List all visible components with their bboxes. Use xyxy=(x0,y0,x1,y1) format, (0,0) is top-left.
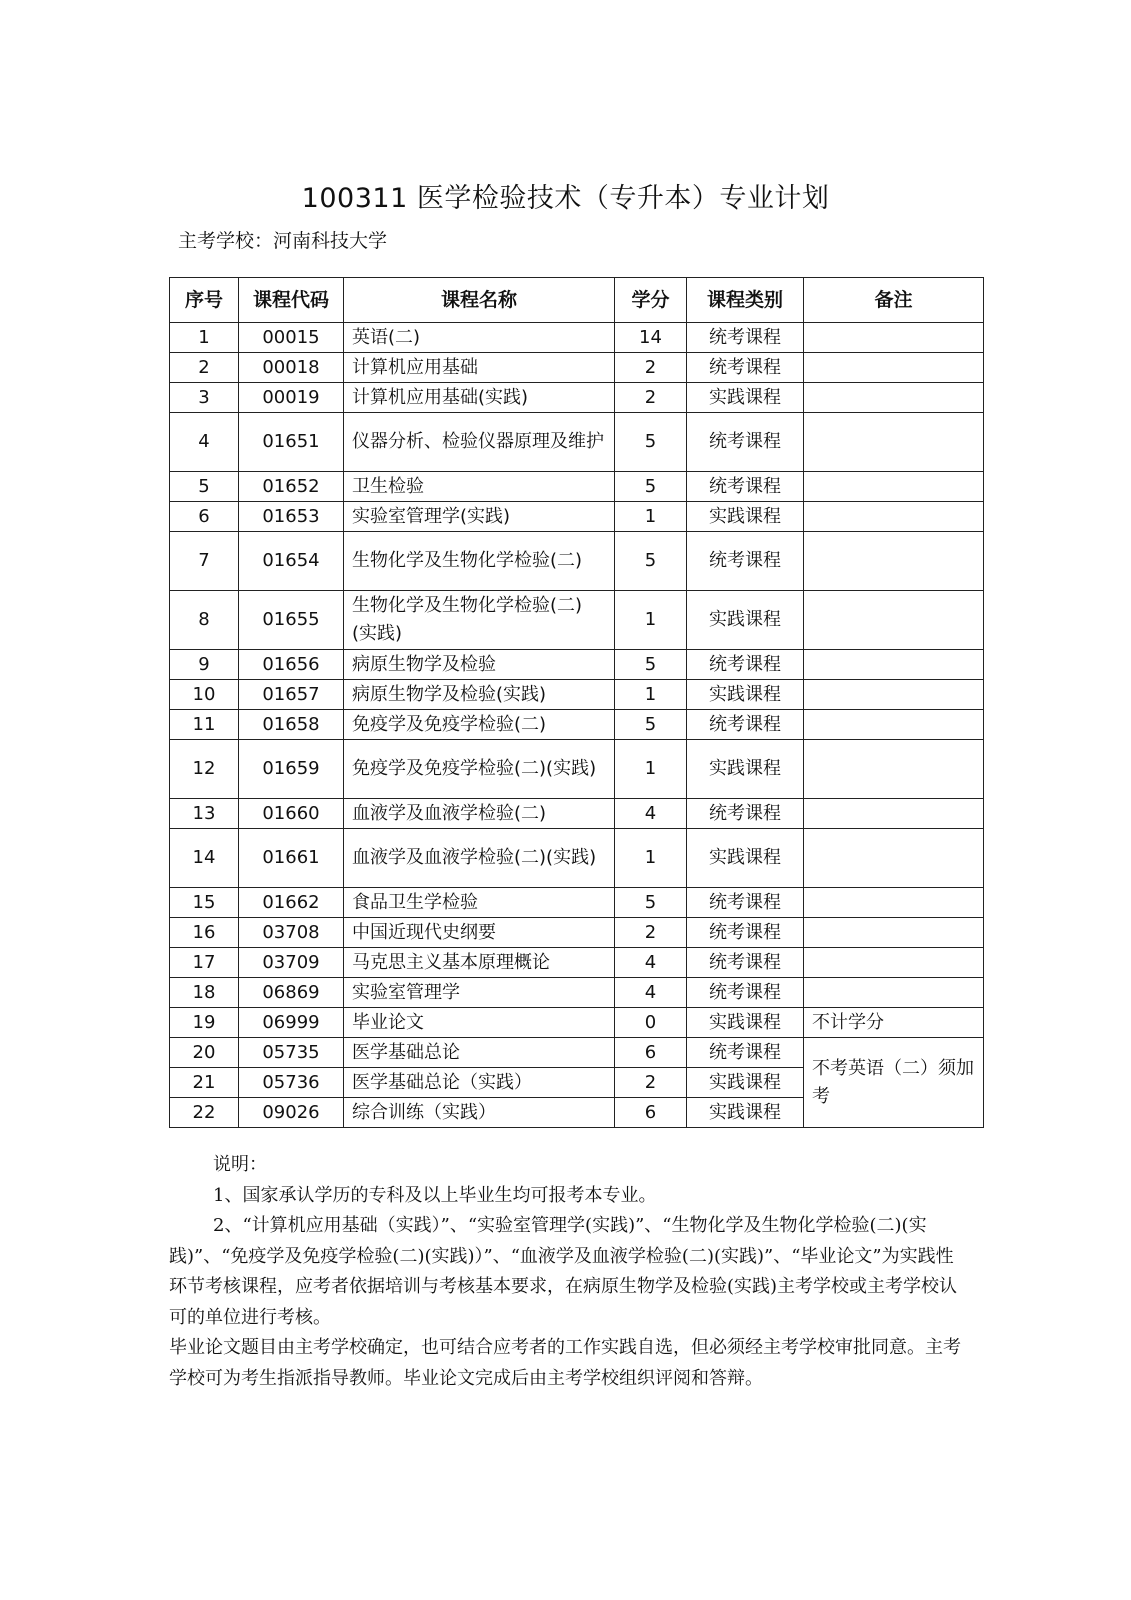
table-row xyxy=(170,532,984,591)
header-type: 课程类别 xyxy=(687,278,804,323)
page-title: 100311 医学检验技术（专升本）专业计划 xyxy=(301,183,830,214)
notes-item-3: 毕业论文题目由主考学校确定，也可结合应考者的工作实践自选，但必须经主考学校审批同意。主考学校可为考生指派指导教师。毕业论文完成后由主考学校组织评阅和答辩。 xyxy=(169,1337,961,1389)
cell-name: 医学基础总论（实践） xyxy=(344,1068,615,1098)
cell-no: 14 xyxy=(170,829,239,888)
cell-note xyxy=(804,472,984,502)
cell-name: 马克思主义基本原理概论 xyxy=(344,948,615,978)
cell-no: 17 xyxy=(170,948,239,978)
cell-note xyxy=(804,978,984,1008)
cell-name: 生物化学及生物化学检验(二)(实践) xyxy=(344,591,615,650)
cell-no: 13 xyxy=(170,799,239,829)
notes-heading: 说明： xyxy=(213,1154,267,1175)
header-credit: 学分 xyxy=(615,278,687,323)
cell-credit: 1 xyxy=(615,740,687,799)
table-row xyxy=(170,888,984,918)
cell-credit: 2 xyxy=(615,353,687,383)
cell-no: 3 xyxy=(170,383,239,413)
cell-no: 20 xyxy=(170,1038,239,1068)
cell-no: 2 xyxy=(170,353,239,383)
table-row xyxy=(170,710,984,740)
table-row xyxy=(170,413,984,472)
table-row xyxy=(170,1038,984,1068)
cell-code: 00019 xyxy=(239,383,344,413)
cell-no: 21 xyxy=(170,1068,239,1098)
cell-type: 实践课程 xyxy=(687,740,804,799)
cell-code: 00018 xyxy=(239,353,344,383)
cell-no: 18 xyxy=(170,978,239,1008)
cell-name: 病原生物学及检验(实践) xyxy=(344,680,615,710)
notes-item-2: 2、“计算机应用基础（实践）”、“实验室管理学(实践)”、“生物化学及生物化学检验(二)(实践)”、“免疫学及免疫学检验(二)(实践)）”、“血液学及血液学检验(二)(实践)”、“毕业论文”为实践性环节考核课程，应考者依据培训与考核基本要求，在病原生物学及检验(实践)主考学校或主考学校认可的单位进行考核。 xyxy=(169,1215,958,1328)
cell-note xyxy=(804,680,984,710)
cell-note xyxy=(804,888,984,918)
table-row xyxy=(170,591,984,650)
cell-credit: 4 xyxy=(615,948,687,978)
cell-type: 实践课程 xyxy=(687,591,804,650)
cell-code: 01660 xyxy=(239,799,344,829)
host-school: 主考学校：河南科技大学 xyxy=(178,230,388,252)
cell-type: 统考课程 xyxy=(687,472,804,502)
cell-note xyxy=(804,413,984,472)
cell-type: 统考课程 xyxy=(687,888,804,918)
cell-name: 综合训练（实践） xyxy=(344,1098,615,1128)
cell-note xyxy=(804,799,984,829)
cell-name: 生物化学及生物化学检验(二) xyxy=(344,532,615,591)
cell-no: 11 xyxy=(170,710,239,740)
cell-type: 统考课程 xyxy=(687,532,804,591)
cell-code: 05736 xyxy=(239,1068,344,1098)
cell-type: 统考课程 xyxy=(687,1038,804,1068)
cell-note xyxy=(804,591,984,650)
cell-name: 食品卫生学检验 xyxy=(344,888,615,918)
table-row xyxy=(170,1008,984,1038)
cell-note xyxy=(804,383,984,413)
cell-credit: 0 xyxy=(615,1008,687,1038)
cell-code: 01658 xyxy=(239,710,344,740)
table-row xyxy=(170,978,984,1008)
header-code: 课程代码 xyxy=(239,278,344,323)
cell-credit: 1 xyxy=(615,591,687,650)
cell-name: 血液学及血液学检验(二)(实践) xyxy=(344,829,615,888)
cell-credit: 14 xyxy=(615,323,687,353)
cell-note-merged: 不考英语（二）须加考 xyxy=(804,1038,984,1128)
cell-code: 01655 xyxy=(239,591,344,650)
table-row xyxy=(170,323,984,353)
cell-credit: 5 xyxy=(615,888,687,918)
cell-type: 统考课程 xyxy=(687,948,804,978)
cell-code: 01657 xyxy=(239,680,344,710)
cell-credit: 5 xyxy=(615,413,687,472)
table-row xyxy=(170,472,984,502)
cell-code: 01661 xyxy=(239,829,344,888)
cell-code: 09026 xyxy=(239,1098,344,1128)
cell-credit: 2 xyxy=(615,918,687,948)
cell-no: 16 xyxy=(170,918,239,948)
cell-credit: 6 xyxy=(615,1038,687,1068)
cell-name: 中国近现代史纲要 xyxy=(344,918,615,948)
cell-name: 卫生检验 xyxy=(344,472,615,502)
cell-type: 统考课程 xyxy=(687,413,804,472)
cell-code: 01654 xyxy=(239,532,344,591)
cell-type: 统考课程 xyxy=(687,710,804,740)
cell-credit: 5 xyxy=(615,472,687,502)
cell-note xyxy=(804,502,984,532)
cell-type: 统考课程 xyxy=(687,918,804,948)
cell-note xyxy=(804,323,984,353)
course-plan-table xyxy=(169,277,984,1128)
table-row xyxy=(170,918,984,948)
cell-credit: 6 xyxy=(615,1098,687,1128)
table-row xyxy=(170,829,984,888)
cell-no: 19 xyxy=(170,1008,239,1038)
cell-no: 8 xyxy=(170,591,239,650)
cell-note xyxy=(804,710,984,740)
cell-credit: 1 xyxy=(615,829,687,888)
cell-type: 实践课程 xyxy=(687,502,804,532)
cell-credit: 2 xyxy=(615,1068,687,1098)
notes-item-1: 1、国家承认学历的专科及以上毕业生均可报考本专业。 xyxy=(213,1184,657,1206)
header-no: 序号 xyxy=(170,278,239,323)
cell-code: 01653 xyxy=(239,502,344,532)
table-row xyxy=(170,650,984,680)
cell-name: 实验室管理学 xyxy=(344,978,615,1008)
cell-credit: 1 xyxy=(615,502,687,532)
cell-name: 实验室管理学(实践) xyxy=(344,502,615,532)
cell-no: 22 xyxy=(170,1098,239,1128)
table-row xyxy=(170,502,984,532)
cell-type: 统考课程 xyxy=(687,799,804,829)
cell-note xyxy=(804,948,984,978)
cell-code: 01656 xyxy=(239,650,344,680)
cell-code: 03709 xyxy=(239,948,344,978)
cell-name: 计算机应用基础 xyxy=(344,353,615,383)
cell-code: 01662 xyxy=(239,888,344,918)
cell-name: 免疫学及免疫学检验(二) xyxy=(344,710,615,740)
cell-name: 英语(二) xyxy=(344,323,615,353)
cell-credit: 5 xyxy=(615,532,687,591)
cell-no: 6 xyxy=(170,502,239,532)
cell-code: 06869 xyxy=(239,978,344,1008)
cell-type: 实践课程 xyxy=(687,829,804,888)
cell-type: 统考课程 xyxy=(687,323,804,353)
header-name: 课程名称 xyxy=(344,278,615,323)
cell-name: 医学基础总论 xyxy=(344,1038,615,1068)
table-row xyxy=(170,680,984,710)
table-row xyxy=(170,383,984,413)
table-row xyxy=(170,799,984,829)
cell-type: 统考课程 xyxy=(687,650,804,680)
cell-note xyxy=(804,353,984,383)
cell-name: 病原生物学及检验 xyxy=(344,650,615,680)
table-row xyxy=(170,740,984,799)
cell-name: 免疫学及免疫学检验(二)(实践) xyxy=(344,740,615,799)
cell-credit: 5 xyxy=(615,710,687,740)
cell-name: 仪器分析、检验仪器原理及维护 xyxy=(344,413,615,472)
cell-name: 计算机应用基础(实践) xyxy=(344,383,615,413)
cell-name: 血液学及血液学检验(二) xyxy=(344,799,615,829)
cell-code: 01651 xyxy=(239,413,344,472)
cell-no: 7 xyxy=(170,532,239,591)
cell-type: 实践课程 xyxy=(687,1098,804,1128)
cell-no: 5 xyxy=(170,472,239,502)
cell-name: 毕业论文 xyxy=(344,1008,615,1038)
cell-code: 03708 xyxy=(239,918,344,948)
cell-credit: 4 xyxy=(615,978,687,1008)
cell-type: 实践课程 xyxy=(687,680,804,710)
notes-section xyxy=(169,1150,969,1394)
cell-credit: 1 xyxy=(615,680,687,710)
cell-note xyxy=(804,532,984,591)
cell-no: 15 xyxy=(170,888,239,918)
cell-no: 1 xyxy=(170,323,239,353)
cell-code: 01659 xyxy=(239,740,344,799)
cell-credit: 4 xyxy=(615,799,687,829)
table-row xyxy=(170,353,984,383)
cell-code: 00015 xyxy=(239,323,344,353)
cell-code: 05735 xyxy=(239,1038,344,1068)
cell-credit: 2 xyxy=(615,383,687,413)
cell-note xyxy=(804,650,984,680)
cell-code: 01652 xyxy=(239,472,344,502)
cell-type: 实践课程 xyxy=(687,1008,804,1038)
cell-note xyxy=(804,918,984,948)
cell-code: 06999 xyxy=(239,1008,344,1038)
header-note: 备注 xyxy=(804,278,984,323)
cell-no: 9 xyxy=(170,650,239,680)
cell-type: 实践课程 xyxy=(687,383,804,413)
cell-no: 4 xyxy=(170,413,239,472)
cell-type: 统考课程 xyxy=(687,353,804,383)
cell-no: 12 xyxy=(170,740,239,799)
table-header-row xyxy=(170,278,984,323)
cell-note: 不计学分 xyxy=(804,1008,984,1038)
table-row xyxy=(170,948,984,978)
cell-type: 统考课程 xyxy=(687,978,804,1008)
cell-note xyxy=(804,740,984,799)
cell-credit: 5 xyxy=(615,650,687,680)
cell-note xyxy=(804,829,984,888)
cell-no: 10 xyxy=(170,680,239,710)
cell-type: 实践课程 xyxy=(687,1068,804,1098)
